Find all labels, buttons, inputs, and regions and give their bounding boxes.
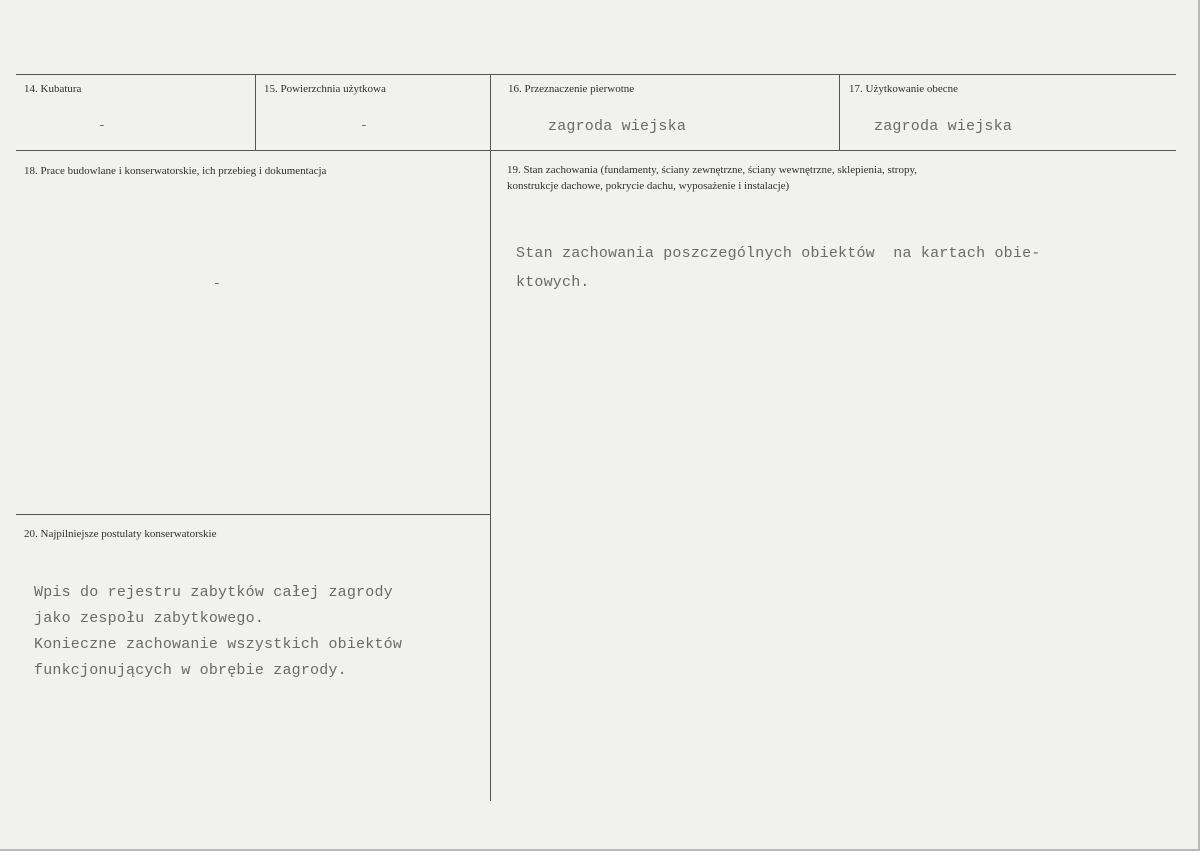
field-14-label: 14. Kubatura — [24, 83, 82, 95]
field18-bottom-rule — [16, 514, 490, 515]
field-19-value-line2: ktowych. — [516, 274, 590, 291]
field-16-value: zagroda wiejska — [548, 118, 687, 135]
field-20-value-line2: jako zespołu zabytkowego. — [34, 610, 265, 627]
field-16-label: 16. Przeznaczenie pierwotne — [508, 83, 635, 95]
divider-main — [490, 75, 491, 801]
field-18-value: - — [213, 276, 221, 291]
top-rule — [16, 74, 1176, 75]
field-20-value-line1: Wpis do rejestru zabytków całej zagrody — [34, 584, 393, 601]
field-14-value: - — [98, 118, 106, 133]
divider-16-17 — [839, 75, 840, 150]
field-18-label: 18. Prace budowlane i konserwatorskie, ich przebieg i dokumentacja — [24, 165, 327, 177]
field-17-label: 17. Użytkowanie obecne — [849, 83, 959, 95]
divider-14-15 — [255, 75, 256, 150]
row1-bottom-rule — [16, 150, 1176, 151]
field-15-value: - — [360, 118, 368, 133]
field-17-value: zagroda wiejska — [874, 118, 1013, 135]
field-20-value-line3: Konieczne zachowanie wszystkich obiektów — [34, 636, 403, 653]
field-15-label: 15. Powierzchnia użytkowa — [264, 83, 386, 95]
field-20-label: 20. Najpilniejsze postulaty konserwatorskie — [24, 528, 217, 540]
field-20-value-line4: funkcjonujących w obrębie zagrody. — [34, 662, 347, 679]
field-19-value-line1: Stan zachowania poszczególnych obiektów na kartach obie- — [516, 245, 1041, 262]
field-19-label-line2: konstrukcje dachowe, pokrycie dachu, wyposażenie i instalacje) — [507, 180, 790, 192]
field-19-label-line1: 19. Stan zachowania (fundamenty, ściany zewnętrzne, ściany wewnętrzne, sklepienia, stropy, — [507, 164, 918, 176]
